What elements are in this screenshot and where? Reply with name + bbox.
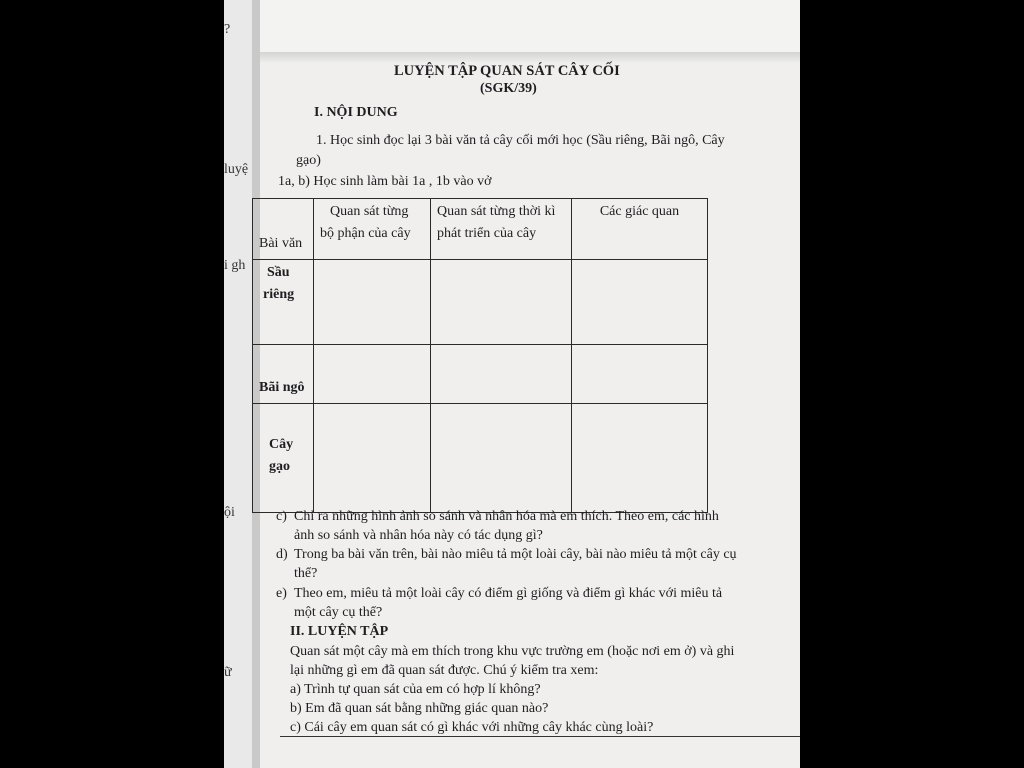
document-photo xyxy=(224,0,800,768)
header-text: Bài văn xyxy=(259,236,303,251)
page-fold xyxy=(260,52,800,62)
row-label-cell xyxy=(253,345,314,404)
empty-cell[interactable] xyxy=(431,345,572,404)
table-header-cell xyxy=(314,199,431,260)
item-c-line-2: ảnh so sánh và nhân hóa này có tác dụng gì? xyxy=(294,528,543,543)
empty-cell[interactable] xyxy=(572,404,708,513)
page-fragment: i gh xyxy=(224,258,246,273)
item-e-line-1: Theo em, miêu tả một loài cây có điểm gì giống và điểm gì khác với miêu tả xyxy=(294,586,723,601)
section-heading-content: I. NỘI DUNG xyxy=(314,105,398,120)
question-c: c) Cái cây em quan sát có gì khác với những cây khác cùng loài? xyxy=(290,720,654,735)
page-title: LUYỆN TẬP QUAN SÁT CÂY CỐI xyxy=(394,63,620,79)
item-1ab: 1a, b) Học sinh làm bài 1a , 1b vào vở xyxy=(278,174,492,189)
table-header-cell xyxy=(253,199,314,260)
header-text: phát triển của cây xyxy=(437,226,537,241)
item-1-line-2: gạo) xyxy=(296,153,321,168)
empty-cell[interactable] xyxy=(314,345,431,404)
header-text: Các giác quan xyxy=(599,204,680,219)
question-a: a) Trình tự quan sát của em có hợp lí không? xyxy=(290,682,541,697)
item-d-line-2: thể? xyxy=(294,566,318,581)
page-fragment: ữ xyxy=(224,665,232,680)
item-d-label: d) xyxy=(276,547,288,562)
practice-line-1: Quan sát một cây mà em thích trong khu vực trường em (hoặc nơi em ở) và ghi xyxy=(290,644,735,659)
section-heading-practice: II. LUYỆN TẬP xyxy=(290,624,389,639)
page-subtitle: (SGK/39) xyxy=(480,81,537,96)
worksheet-page xyxy=(260,0,800,768)
empty-cell[interactable] xyxy=(314,404,431,513)
table-row xyxy=(253,345,708,404)
empty-cell[interactable] xyxy=(572,260,708,345)
observation-table xyxy=(252,198,708,513)
bottom-rule xyxy=(280,736,800,737)
table-header-cell xyxy=(572,199,708,260)
item-1-line-1: 1. Học sinh đọc lại 3 bài văn tả cây cối mới học (Sầu riêng, Bãi ngô, Cây xyxy=(316,133,725,148)
row-label-cell xyxy=(253,404,314,513)
item-e-label: e) xyxy=(276,586,287,601)
empty-cell[interactable] xyxy=(431,260,572,345)
item-e-line-2: một cây cụ thể? xyxy=(294,605,383,620)
row-label: Sầu xyxy=(267,265,290,280)
practice-line-2: lại những gì em đã quan sát được. Chú ý kiểm tra xem: xyxy=(290,663,599,678)
header-text: Quan sát từng thời kì xyxy=(437,204,556,219)
question-b: b) Em đã quan sát bằng những giác quan nào? xyxy=(290,701,549,716)
page-fragment: luyệ xyxy=(224,162,249,177)
item-d-line-1: Trong ba bài văn trên, bài nào miêu tả một loài cây, bài nào miêu tả một cây cụ xyxy=(294,547,737,562)
table-row xyxy=(253,404,708,513)
empty-cell[interactable] xyxy=(314,260,431,345)
table-row xyxy=(253,260,708,345)
row-label: gạo xyxy=(269,459,290,474)
row-label: Cây xyxy=(269,437,294,452)
table-header-row xyxy=(253,199,708,260)
header-text: Quan sát từng xyxy=(330,204,409,219)
page-fragment: ội xyxy=(224,505,235,520)
table-header-cell xyxy=(431,199,572,260)
row-label: riêng xyxy=(263,287,295,302)
row-label: Bãi ngô xyxy=(259,380,305,395)
empty-cell[interactable] xyxy=(431,404,572,513)
item-c-line-1: Chỉ ra những hình ảnh so sánh và nhân hóa mà em thích. Theo em, các hình xyxy=(294,509,719,524)
row-label-cell xyxy=(253,260,314,345)
item-c-label: c) xyxy=(276,509,287,524)
folded-header xyxy=(260,0,800,54)
empty-cell[interactable] xyxy=(572,345,708,404)
header-text: bộ phận của cây xyxy=(320,226,411,241)
page-fragment: ? xyxy=(224,22,231,37)
